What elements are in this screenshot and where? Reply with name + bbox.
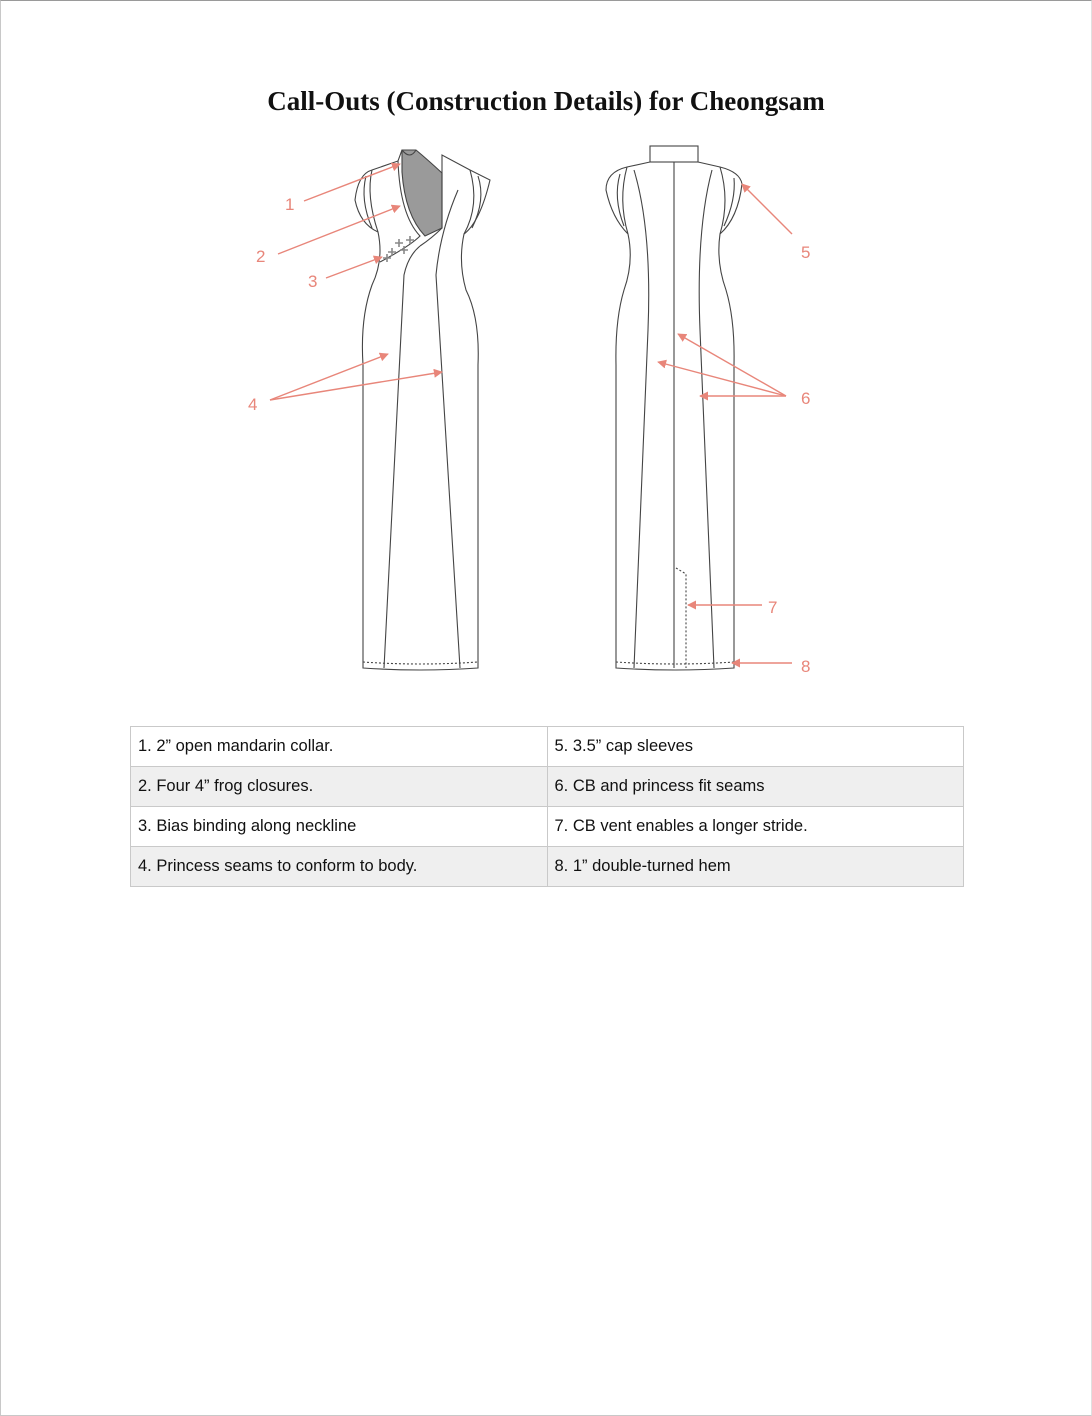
callout-number-3: 3 (308, 272, 318, 291)
table-row (131, 727, 964, 767)
callout-number-5: 5 (801, 243, 811, 262)
front-hem (363, 662, 478, 664)
callout-number-7: 7 (768, 598, 778, 617)
table-cell: 1. 2” open mandarin collar. (131, 727, 548, 767)
callout-arrow-5 (742, 184, 792, 234)
callout-number-4: 4 (248, 395, 258, 414)
callout-arrow-4a (270, 354, 388, 400)
table-row (131, 807, 964, 847)
table-cell: 4. Princess seams to conform to body. (131, 847, 548, 887)
callout-number-1: 1 (285, 195, 295, 214)
table-cell: 2. Four 4” frog closures. (131, 767, 548, 807)
back-collar (650, 146, 698, 162)
callout-number-2: 2 (256, 247, 266, 266)
callout-arrow-1 (304, 164, 400, 201)
table-row (131, 767, 964, 807)
back-right-sleeve (720, 167, 734, 234)
back-cb-vent (676, 568, 686, 668)
page-title: Call-Outs (Construction Details) for Cheongsam (267, 86, 825, 116)
front-view-sketch (355, 150, 490, 670)
front-princess-seam (436, 190, 460, 668)
callout-arrow-6a (678, 334, 786, 396)
construction-details-table (130, 726, 964, 887)
front-wrap-edge (384, 246, 420, 668)
table-cell: 7. CB vent enables a longer stride. (547, 807, 964, 847)
callout-arrow-3 (326, 257, 382, 278)
callout-numbers (248, 195, 810, 676)
back-princess-seam-left (634, 170, 649, 668)
table-cell: 8. 1” double-turned hem (547, 847, 964, 887)
back-princess-seam-right (699, 170, 714, 668)
frog-closures (383, 236, 414, 262)
table-row (131, 847, 964, 887)
table-cell: 6. CB and princess fit seams (547, 767, 964, 807)
table-cell: 5. 3.5” cap sleeves (547, 727, 964, 767)
callout-arrow-2 (278, 206, 400, 254)
back-view-sketch (606, 146, 742, 670)
table-cell: 3. Bias binding along neckline (131, 807, 548, 847)
callout-number-6: 6 (801, 389, 811, 408)
back-left-sleeve (617, 167, 628, 234)
callout-arrow-4b (270, 372, 442, 400)
front-collar (402, 150, 442, 236)
callout-arrows (270, 164, 792, 663)
callout-number-8: 8 (801, 657, 811, 676)
callout-arrow-6b (658, 362, 786, 396)
